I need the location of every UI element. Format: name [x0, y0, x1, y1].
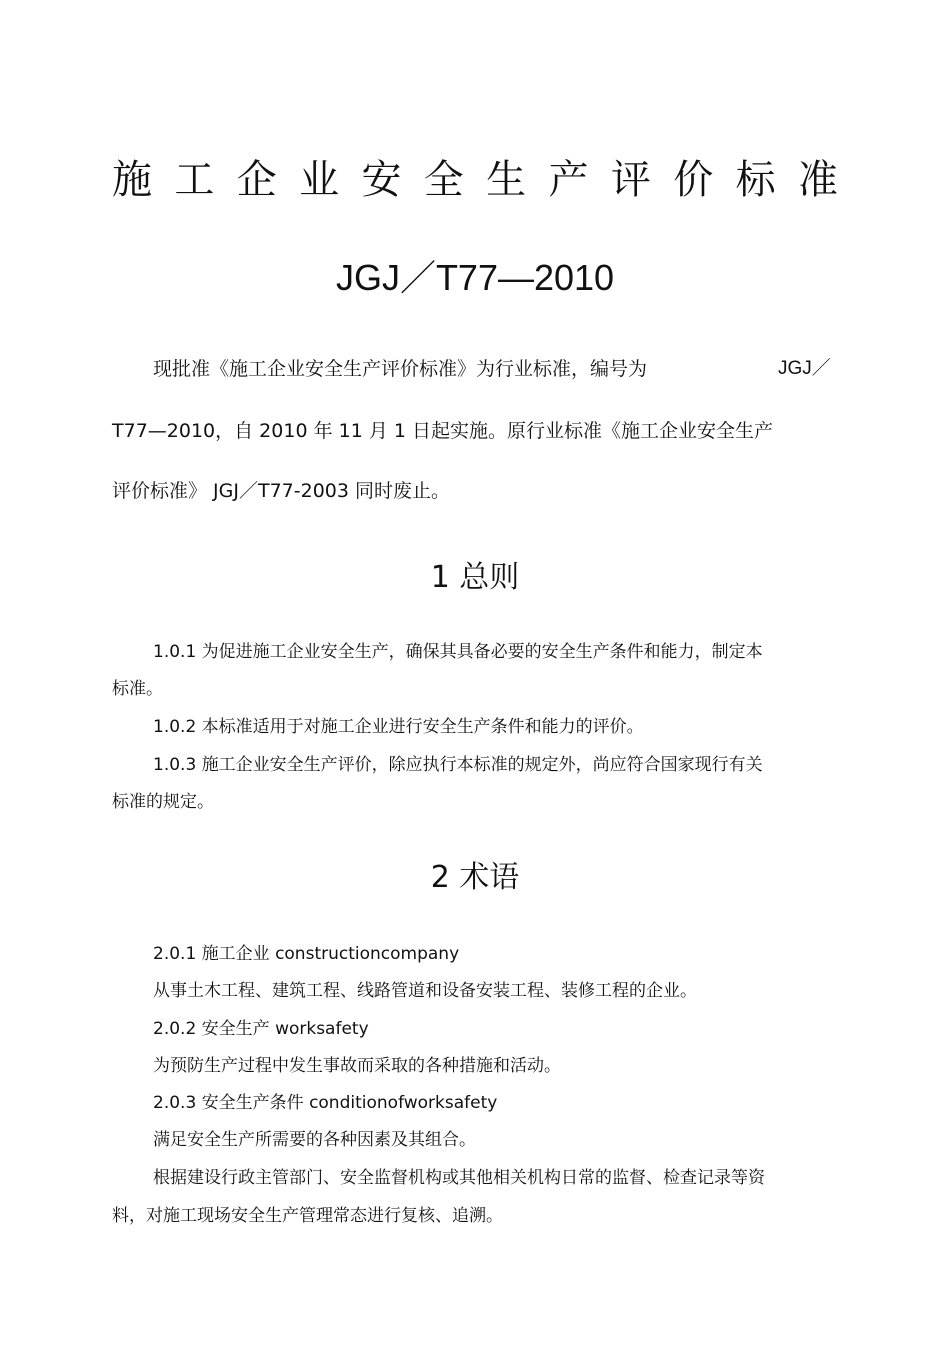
term-2-0-3: 2.0.3 安全生产条件 conditionofworksafety [153, 1093, 498, 1113]
clause-1-0-3-cont: 标准的规定。 [112, 792, 214, 812]
intro-line-1: 现批准《施工企业安全生产评价标准》为行业标准，编号为 [153, 358, 648, 380]
term-2-0-2: 2.0.2 安全生产 worksafety [153, 1019, 369, 1039]
document-title: 施 工 企 业 安 全 生 产 评 价 标 准 [112, 157, 838, 203]
intro-line-1-code: JGJ／ [778, 358, 831, 379]
paragraph-review: 根据建设行政主管部门、安全监督机构或其他相关机构日常的监督、检查记录等资 [153, 1168, 765, 1188]
term-2-0-2-definition: 为预防生产过程中发生事故而采取的各种措施和活动。 [153, 1056, 561, 1076]
intro-line-2: T77—2010，自 2010 年 11 月 1 日起实施。原行业标准《施工企业安全生产 [112, 420, 773, 442]
term-2-0-1: 2.0.1 施工企业 constructioncompany [153, 944, 460, 964]
term-2-0-3-definition: 满足安全生产所需要的各种因素及其组合。 [153, 1130, 476, 1150]
section-heading-terms: 2 术语 [430, 860, 520, 895]
clause-1-0-2: 1.0.2 本标准适用于对施工企业进行安全生产条件和能力的评价。 [153, 717, 644, 737]
standard-code: JGJ／T77—2010 [335, 257, 615, 298]
paragraph-review-cont: 料，对施工现场安全生产管理常态进行复核、追溯。 [112, 1206, 503, 1226]
term-2-0-1-definition: 从事土木工程、建筑工程、线路管道和设备安装工程、装修工程的企业。 [153, 981, 697, 1001]
clause-1-0-3: 1.0.3 施工企业安全生产评价，除应执行本标准的规定外，尚应符合国家现行有关 [153, 755, 763, 775]
clause-1-0-1-cont: 标准。 [112, 679, 163, 699]
clause-1-0-1: 1.0.1 为促进施工企业安全生产，确保其具备必要的安全生产条件和能力，制定本 [153, 642, 763, 662]
section-heading-general: 1 总则 [430, 560, 520, 595]
intro-line-3: 评价标准》 JGJ／T77-2003 同时废止。 [112, 480, 451, 502]
